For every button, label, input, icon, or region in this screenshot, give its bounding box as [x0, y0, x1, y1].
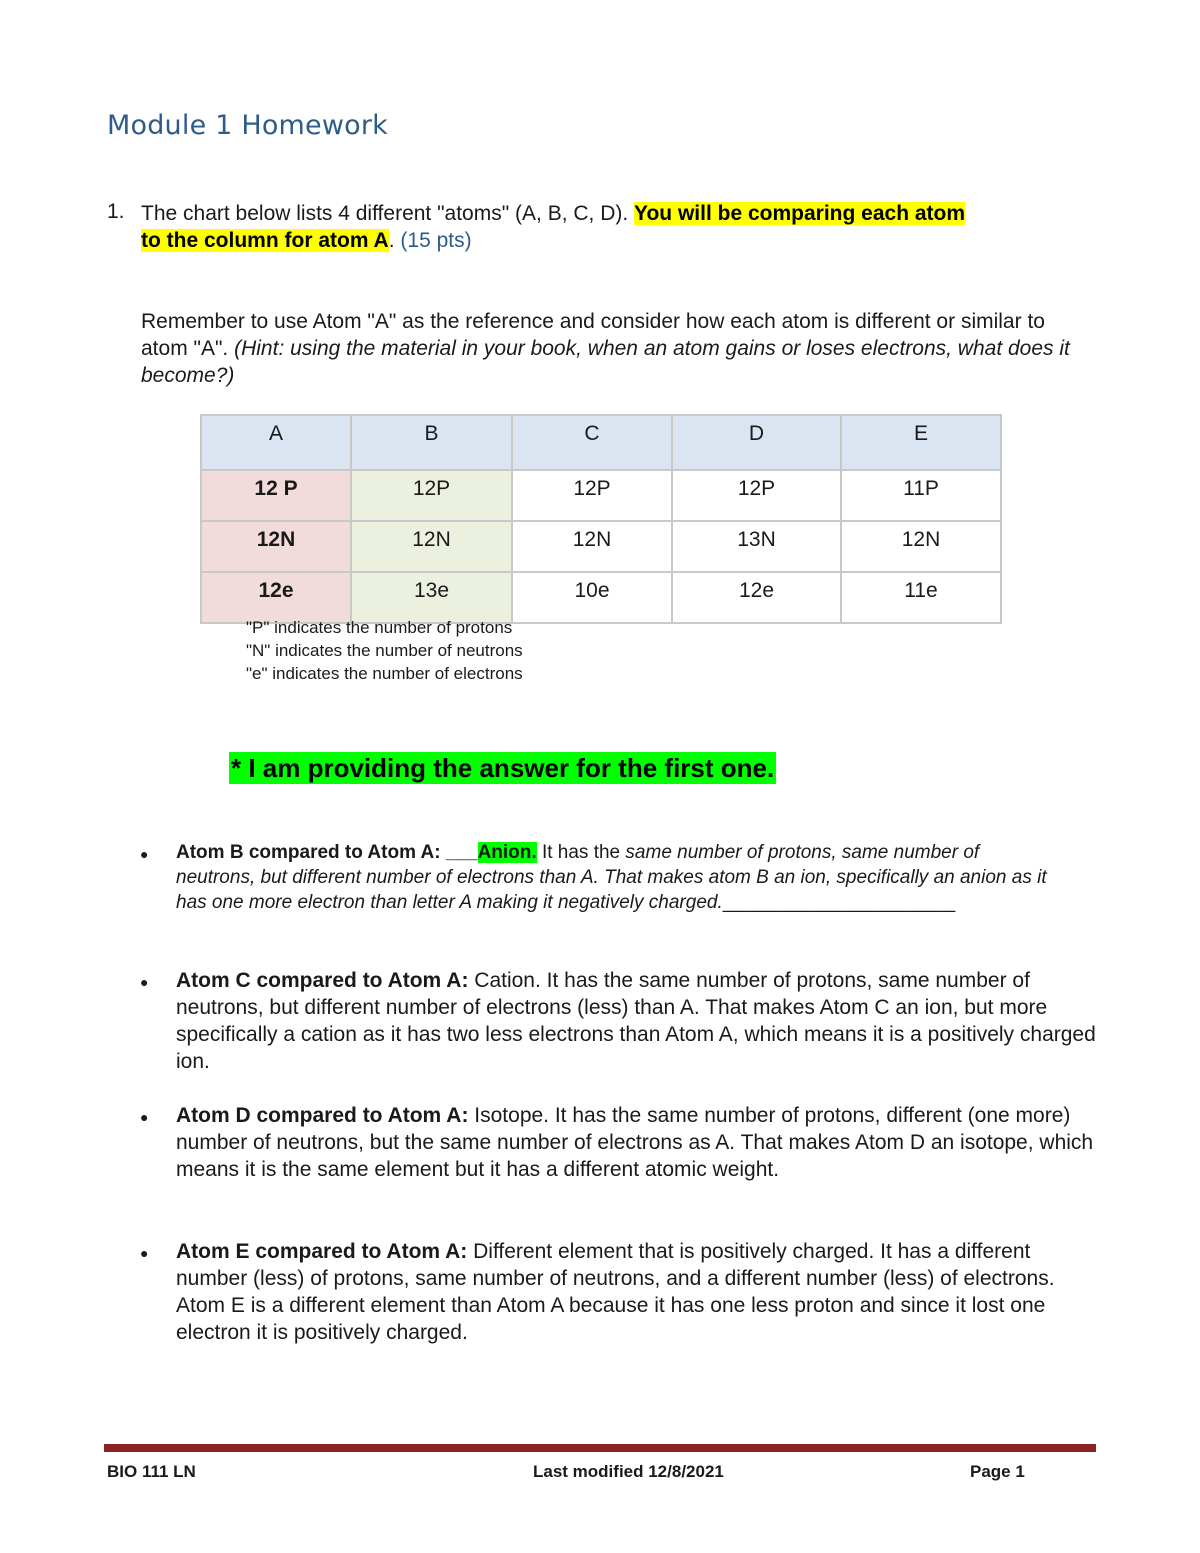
table-header-cell: A [201, 415, 351, 470]
table-cell: 12N [351, 521, 512, 572]
answer-trail: ______________________ [722, 892, 956, 913]
table-cell: 13e [351, 572, 512, 623]
answer-label: Atom E compared to Atom A: [176, 1240, 468, 1263]
note-neutrons: "N" indicates the number of neutrons [246, 641, 523, 660]
table-header-cell: B [351, 415, 512, 470]
remember-paragraph [141, 308, 1081, 389]
table-cell: 12P [512, 470, 672, 521]
footer-course: BIO 111 LN [107, 1462, 196, 1481]
table-row [201, 470, 1001, 521]
answer-blank: ___ [440, 842, 478, 863]
question-highlight-1: You will be comparing each atom [634, 202, 966, 225]
answer-text: Different element that is positively charged. It has a different number (less) of protons, same number of neutrons, and a different number (less) of electrons. Atom E is a different element than Atom A because it has one less proton and since it lost one electron it is positively charged. [176, 1240, 1055, 1344]
table-header-cell: D [672, 415, 841, 470]
answer-italic: same number of protons, same number of neutrons, but different number of electrons than A. That makes atom B an ion, specifically an anion as it has one more electron than letter A making it negatively charged. [176, 842, 1047, 913]
table-cell: 10e [512, 572, 672, 623]
table-notes [246, 616, 523, 685]
answer-text: Isotope. It has the same number of protons, different (one more) number of neutrons, but the same number of electrons as A. That makes Atom D an isotope, which means it is the same element but it has a different atomic weight. [176, 1104, 1094, 1181]
answer-label: Atom B compared to Atom A: [176, 842, 441, 863]
provide-answer-note: * I am providing the answer for the first one. [231, 753, 775, 783]
question-highlight-2: to the column for atom A [141, 229, 389, 252]
answer-label: Atom D compared to Atom A: [176, 1104, 469, 1127]
table-cell: 12e [201, 572, 351, 623]
answer-atom-e [176, 1238, 1096, 1346]
table-cell: 13N [672, 521, 841, 572]
table-cell: 12 P [201, 470, 351, 521]
answer-atom-b [176, 840, 1056, 915]
table-cell: 12N [512, 521, 672, 572]
remember-plain: Remember to use Atom "A" as the reference and consider how each atom is different or similar to atom "A". [141, 310, 1045, 360]
table-cell: 11e [841, 572, 1001, 623]
table-cell: 12e [672, 572, 841, 623]
question-text [141, 200, 1101, 254]
footer-page: Page 1 [970, 1462, 1025, 1481]
table-row [201, 521, 1001, 572]
bullet-icon: ● [140, 974, 149, 990]
question-after: . [388, 229, 401, 252]
remember-hint: (Hint: using the material in your book, when an atom gains or loses electrons, what does it become?) [141, 337, 1070, 387]
table-cell: 12P [672, 470, 841, 521]
question-plain: The chart below lists 4 different "atoms" (A, B, C, D). [141, 202, 635, 225]
table-cell: 12N [201, 521, 351, 572]
answer-atom-d [176, 1102, 1096, 1183]
table-header-cell: E [841, 415, 1001, 470]
note-electrons: "e" indicates the number of electrons [246, 664, 523, 683]
answer-atom-c [176, 967, 1096, 1075]
answer-highlight: Anion. [477, 842, 537, 863]
table-cell: 12P [351, 470, 512, 521]
table-header-row [201, 415, 1001, 470]
question-number: 1. [107, 200, 125, 223]
footer-modified: Last modified 12/8/2021 [533, 1462, 724, 1481]
bullet-icon: ● [140, 846, 149, 862]
bullet-icon: ● [140, 1245, 149, 1261]
atoms-table [200, 414, 1002, 624]
note-protons: "P" indicates the number of protons [246, 618, 513, 637]
footer-rule [104, 1444, 1096, 1452]
table-header-cell: C [512, 415, 672, 470]
table-cell: 11P [841, 470, 1001, 521]
bullet-icon: ● [140, 1109, 149, 1125]
answer-plain: It has the [536, 842, 626, 863]
answer-text: Cation. It has the same number of protons, same number of neutrons, but different number of electrons (less) than A. That makes Atom C an ion, but more specifically a cation as it has two less electrons than Atom A, which means it is a positively charged ion. [176, 969, 1096, 1073]
question-points: (15 pts) [400, 229, 472, 252]
page-title: Module 1 Homework [107, 110, 388, 141]
answer-label: Atom C compared to Atom A: [176, 969, 469, 992]
table-cell: 12N [841, 521, 1001, 572]
